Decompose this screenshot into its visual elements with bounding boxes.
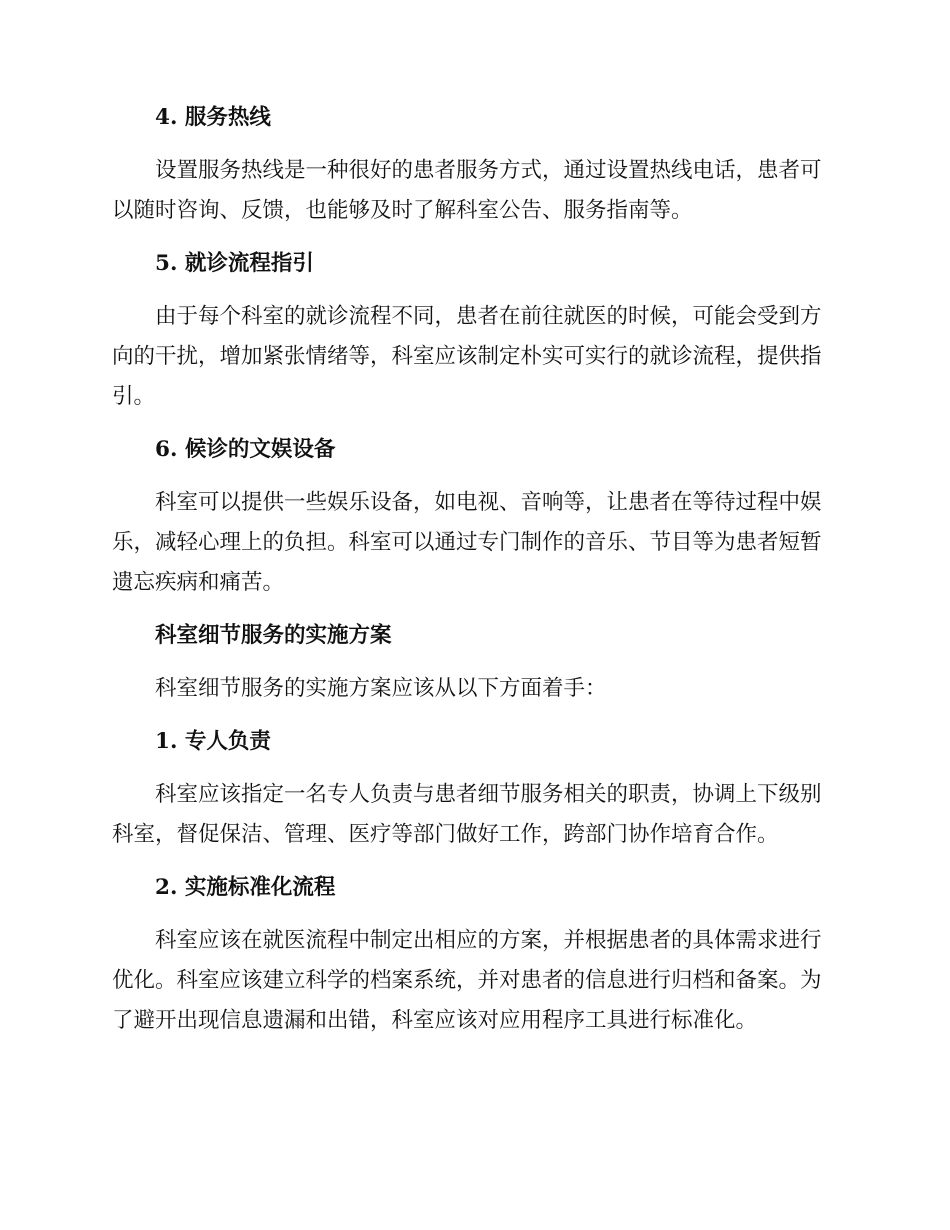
paragraph-line: 向的干扰，增加紧张情绪等，科室应该制定朴实可实行的就诊流程，提供指 — [112, 344, 822, 369]
section-heading-dedicated-person: 1. 专人负责 — [155, 729, 271, 754]
paragraph-entertainment — [112, 483, 832, 603]
paragraph-line: 科室应该指定一名专人负责与患者细节服务相关的职责，协调上下级别 — [155, 782, 822, 807]
paragraph-line: 遗忘疾病和痛苦。 — [112, 570, 285, 595]
section-heading-visit-guide: 5. 就诊流程指引 — [155, 251, 314, 276]
paragraph-line: 优化。科室应该建立科学的档案系统，并对患者的信息进行归档和备案。为 — [112, 968, 822, 993]
section-heading-entertainment: 6. 候诊的文娱设备 — [155, 437, 336, 462]
paragraph-standard-process — [112, 921, 832, 1041]
paragraph-visit-guide — [112, 297, 832, 417]
section-heading-implementation: 科室细节服务的实施方案 — [155, 623, 392, 648]
paragraph-line: 科室，督促保洁、管理、医疗等部门做好工作，跨部门协作培育合作。 — [112, 822, 779, 847]
section-heading-service-hotline: 4. 服务热线 — [155, 105, 271, 130]
paragraph-line: 科室细节服务的实施方案应该从以下方面着手： — [155, 676, 607, 701]
paragraph-service-hotline — [112, 151, 832, 231]
paragraph-line: 科室可以提供一些娱乐设备，如电视、音响等，让患者在等待过程中娱 — [155, 490, 822, 515]
paragraph-implementation-intro — [112, 669, 832, 709]
paragraph-dedicated-person — [112, 775, 832, 855]
paragraph-line: 由于每个科室的就诊流程不同，患者在前往就医的时候，可能会受到方 — [155, 304, 822, 329]
section-heading-standard-process: 2. 实施标准化流程 — [155, 875, 336, 900]
paragraph-line: 引。 — [112, 384, 156, 409]
paragraph-line: 以随时咨询、反馈，也能够及时了解科室公告、服务指南等。 — [112, 198, 693, 223]
paragraph-line: 设置服务热线是一种很好的患者服务方式，通过设置热线电话，患者可 — [155, 158, 822, 183]
paragraph-line: 了避开出现信息遗漏和出错，科室应该对应用程序工具进行标准化。 — [112, 1008, 758, 1033]
paragraph-line: 乐，减轻心理上的负担。科室可以通过专门制作的音乐、节目等为患者短暂 — [112, 530, 822, 555]
paragraph-line: 科室应该在就医流程中制定出相应的方案，并根据患者的具体需求进行 — [155, 928, 822, 953]
